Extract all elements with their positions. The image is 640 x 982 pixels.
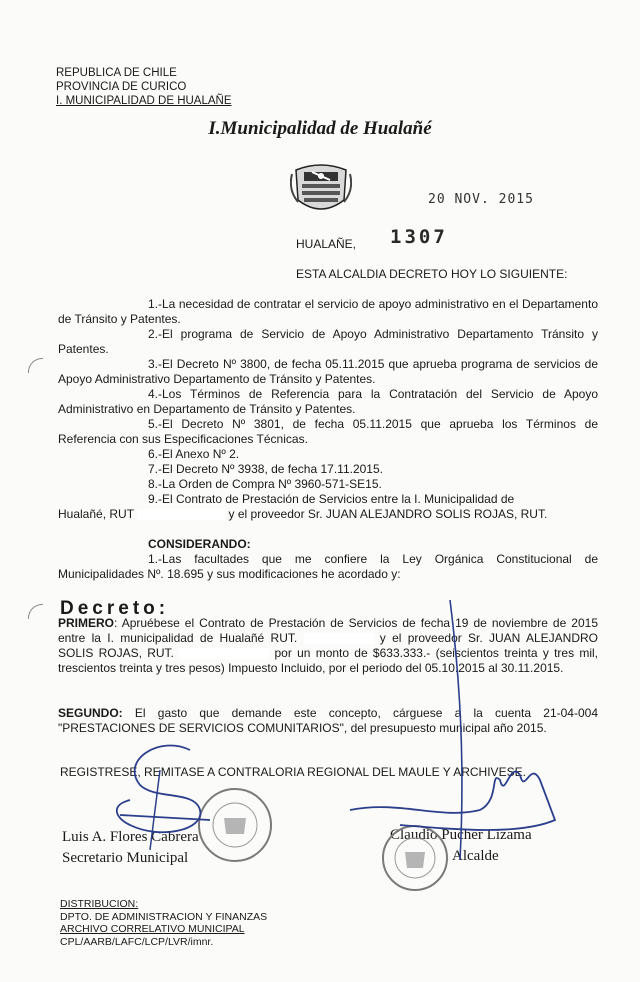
visto-7: 7.-El Decreto Nº 3938, de fecha 17.11.2015. <box>148 462 383 476</box>
letterhead <box>56 66 232 108</box>
redacted-rut <box>179 648 269 659</box>
mayor-handwritten-signature <box>340 560 570 885</box>
distribution-heading: DISTRIBUCION: <box>60 898 139 910</box>
mayor-name: Claudio Pucher Lizama <box>390 827 532 843</box>
secretary-title: Secretario Municipal <box>62 850 189 866</box>
registrese-line: REGISTRESE, REMITASE A CONTRALORIA REGIONAL DEL MAULE Y ARCHIVESE. <box>60 765 526 779</box>
punch-hole-mark <box>28 604 43 619</box>
mayor-title: Alcalde <box>452 848 499 864</box>
municipality-line: I. MUNICIPALIDAD DE HUALAÑE <box>56 95 232 107</box>
visto-5: 5.-El Decreto Nº 3801, de fecha 05.11.2015 que aprueba los Términos de Referencia con sus Especificaciones Técnicas. <box>58 417 598 446</box>
visto-9: 9.-El Contrato de Prestación de Servicios entre la I. Municipalidad de Hualañé, RUT y el proveedor Sr. JUAN ALEJANDRO SOLIS ROJAS, RUT. <box>58 492 548 521</box>
visto-2: 2.-El programa de Servicio de Apoyo Administrativo Departamento Tránsito y Patentes. <box>58 327 598 356</box>
secretary-name: Luis A. Flores Cabrera <box>62 829 199 845</box>
visto-8: 8.-La Orden de Compra Nº 3960-571-SE15. <box>148 477 382 491</box>
visto-6: 6.-El Anexo Nº 2. <box>148 447 240 461</box>
considerando-heading: CONSIDERANDO: <box>148 537 251 551</box>
decreto-heading: Decreto: <box>60 598 170 619</box>
province-line: PROVINCIA DE CURICO <box>56 81 187 93</box>
redacted-rut <box>137 509 225 520</box>
segundo-paragraph: SEGUNDO: El gasto que demande este concepto, cárguese a la cuenta 21-04-004 "PRESTACIONES DE SERVICIOS COMUNITARIOS", del presupuesto municipal año 2015. <box>58 706 598 735</box>
segundo-label: SEGUNDO: <box>58 706 123 720</box>
distribution-line-2: ARCHIVO CORRELATIVO MUNICIPAL <box>60 923 245 935</box>
decree-place: HUALAÑE, <box>296 237 357 251</box>
visto-3: 3.-El Decreto Nº 3800, de fecha 05.11.2015 que aprueba programa de servicios de Apoyo Administrativo Departamento de Tránsito y Patentes. <box>58 357 598 386</box>
distribution-list <box>60 898 267 948</box>
visto-4: 4.-Los Términos de Referencia para la Contratación del Servicio de Apoyo Administrativo en Departamento de Tránsito y Patentes. <box>58 387 598 416</box>
republic-line: REPUBLICA DE CHILE <box>56 67 177 79</box>
secretary-handwritten-signature <box>100 730 230 865</box>
date-stamp: 20 NOV. 2015 <box>428 192 534 207</box>
document-title: I.Municipalidad de Hualañé <box>208 118 432 139</box>
decree-intro: ESTA ALCALDIA DECRETO HOY LO SIGUIENTE: <box>296 267 568 281</box>
distribution-line-1: DPTO. DE ADMINISTRACION Y FINANZAS <box>60 910 268 923</box>
decree-number-stamp: 1307 <box>390 226 448 248</box>
initials-line: CPL/AARB/LAFC/LCP/LVR/imnr. <box>60 935 214 948</box>
coat-of-arms-icon <box>290 160 352 218</box>
considerando-1: 1.-Las facultades que me confiere la Ley Orgánica Constitucional de Municipalidades Nº. 18.695 y sus modificaciones he acordado y: <box>58 552 598 581</box>
punch-hole-mark <box>28 358 43 373</box>
primero-label: PRIMERO <box>58 616 115 630</box>
primero-paragraph: PRIMERO: Apruébese el Contrato de Prestación de Servicios de fecha 19 de noviembre de 2015 entre la I. municipalidad de Hualañé RUT. y el proveedor Sr. JUAN ALEJANDRO SOLIS ROJAS, RUT. por un monto de $633.333.- (seiscientos treinta y tres mil, trescientos treinta y tres pesos) Impuesto Incluido, por el periodo del 05.10.2015 al 30.11.2015. <box>58 616 599 675</box>
visto-1: 1.-La necesidad de contratar el servicio de apoyo administrativo en el Departamento de Tránsito y Patentes. <box>58 297 598 326</box>
